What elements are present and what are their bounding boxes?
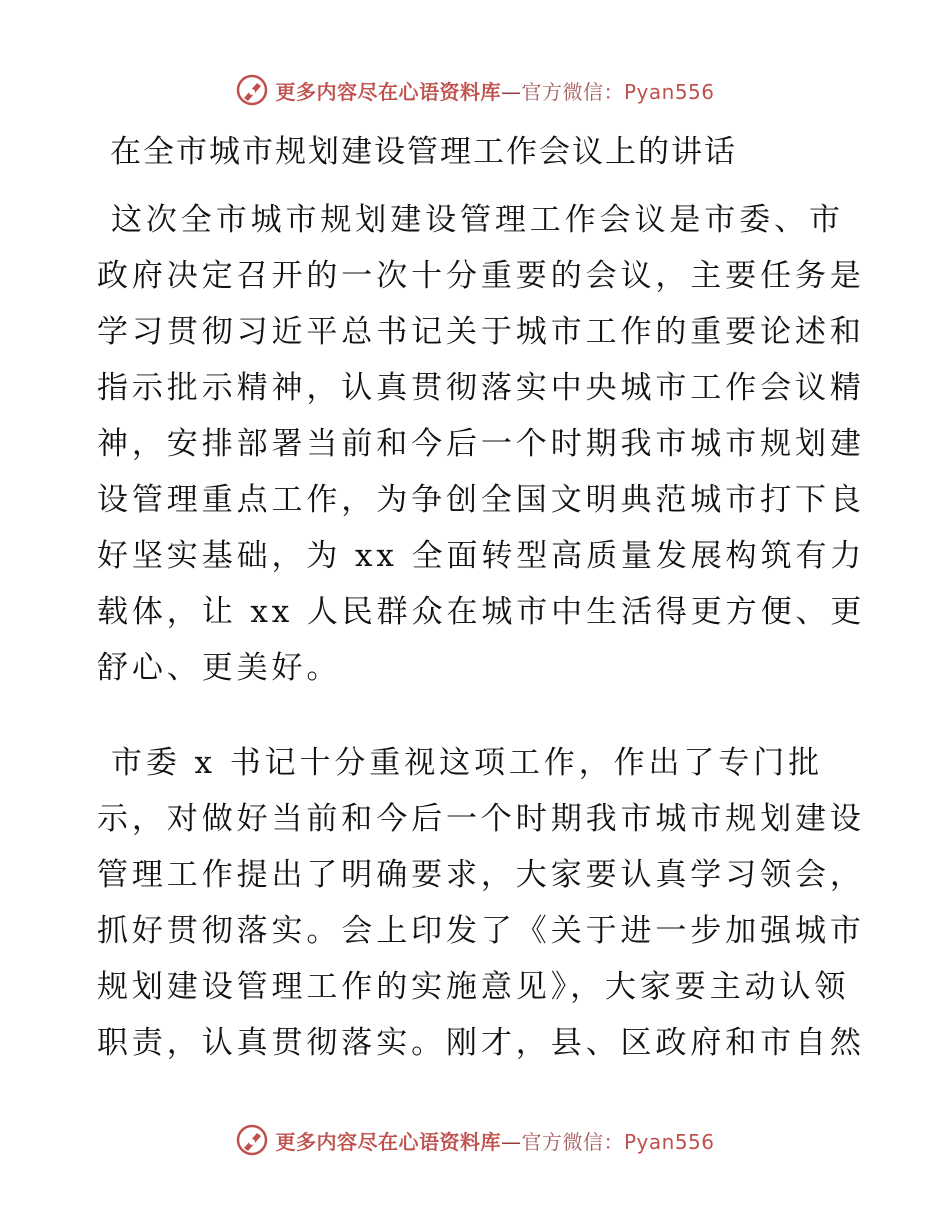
text-line: 职责，认真贯彻落实。刚才，县、区政府和市自然 (97, 1025, 865, 1061)
banner-brand: 更多内容尽在心语资料库 (275, 79, 501, 104)
banner-separator: — (500, 79, 522, 104)
banner-wechat-label: 官方微信： (521, 79, 624, 104)
banner-text (275, 1126, 714, 1155)
banner-wechat-id: Pyan556 (623, 79, 715, 104)
text-line: 设管理重点工作，为争创全国文明典范城市打下良 (97, 482, 865, 518)
paragraph-1 (97, 192, 866, 696)
text-line: 政府决定召开的一次十分重要的会议，主要任务是 (97, 258, 865, 294)
text-line: 指示批示精神，认真贯彻落实中央城市工作会议精 (97, 370, 865, 406)
document-title: 在全市城市规划建设管理工作会议上的讲话 (110, 134, 737, 170)
banner-text (275, 76, 714, 105)
text-line: 这次全市城市规划建设管理工作会议是市委、市 (111, 202, 844, 238)
text-line: 载体，让 xx 人民群众在城市中生活得更方便、更 (97, 594, 866, 630)
text-line: 抓好贯彻落实。会上印发了《关于进一步加强城市 (97, 913, 865, 949)
text-line: 学习贯彻习近平总书记关于城市工作的重要论述和 (97, 314, 865, 350)
header-banner (0, 70, 950, 110)
paragraph-2 (97, 735, 865, 1071)
text-line: 舒心、更美好。 (97, 650, 342, 686)
text-line: 好坚实基础，为 xx 全面转型高质量发展构筑有力 (97, 538, 866, 574)
text-line: 市委 x 书记十分重视这项工作，作出了专门批 (111, 745, 823, 781)
pen-logo-icon (235, 73, 269, 107)
text-line: 示，对做好当前和今后一个时期我市城市规划建设 (97, 801, 865, 837)
banner-wechat-label: 官方微信： (521, 1129, 624, 1154)
banner-wechat-id: Pyan556 (623, 1129, 715, 1154)
footer-banner (0, 1120, 950, 1160)
text-line: 规划建设管理工作的实施意见》，大家要主动认领 (97, 969, 850, 1005)
banner-separator: — (500, 1129, 522, 1154)
text-line: 管理工作提出了明确要求，大家要认真学习领会， (97, 857, 865, 893)
text-line: 神，安排部署当前和今后一个时期我市城市规划建 (97, 426, 865, 462)
pen-logo-icon (235, 1123, 269, 1157)
banner-brand: 更多内容尽在心语资料库 (275, 1129, 501, 1154)
